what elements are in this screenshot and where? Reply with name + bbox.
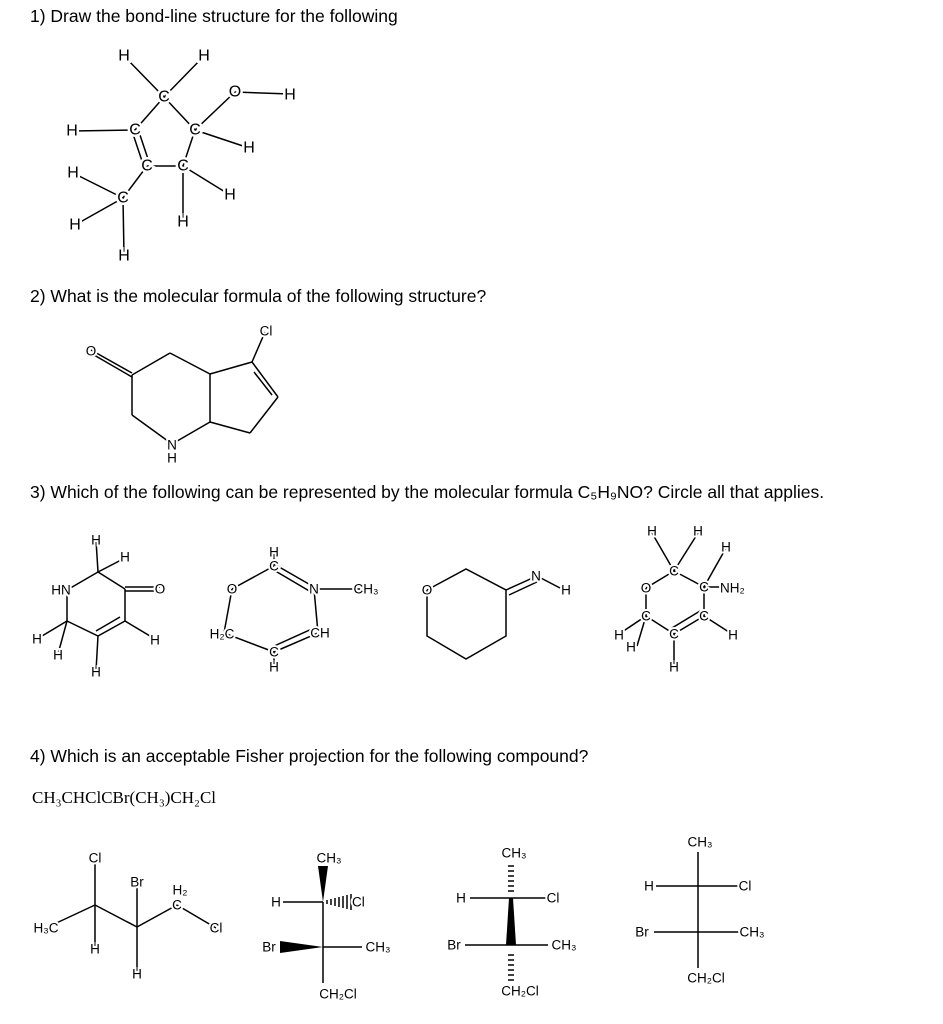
atom-label: C <box>158 88 170 106</box>
atom-label: H <box>132 966 142 982</box>
atom-label: H₃C <box>33 920 59 936</box>
atom-label: HN <box>51 582 71 598</box>
question-3-text: 3) Which of the following can be represented by the molecular formula C₅H₉NO? Circle all that applies. <box>30 482 825 502</box>
q4-option-1 <box>34 851 223 982</box>
atom-label: C <box>141 157 153 175</box>
atom-label: H <box>66 122 78 140</box>
atom-label: Br <box>262 939 276 955</box>
atom-label: C <box>269 558 279 574</box>
atom-label: O <box>85 343 97 359</box>
atom-label: CH₃ <box>501 845 527 861</box>
atom-label: N <box>531 568 541 584</box>
atom-label: CH <box>310 625 330 641</box>
atom-label: CH₂Cl <box>319 986 357 1002</box>
atom-label: H <box>91 664 101 680</box>
q3-structure-4 <box>614 524 745 675</box>
atom-label: H <box>614 627 624 643</box>
atom-label: H <box>644 878 654 894</box>
atom-label: H <box>647 523 657 539</box>
atom-label: C <box>699 579 709 595</box>
atom-label: H <box>150 632 160 648</box>
atom-label: C <box>269 644 279 660</box>
atom-label: H <box>90 941 100 957</box>
atom-label: O <box>640 580 652 596</box>
atom-label: H <box>67 164 79 182</box>
atom-label: H <box>626 639 636 655</box>
atom-label: H <box>53 647 63 663</box>
atom-label: CH₃ <box>551 937 577 953</box>
atom-label: O <box>421 582 433 598</box>
atom-label: H <box>32 631 42 647</box>
atom-label: O <box>226 581 238 597</box>
atom-label: H <box>91 532 101 548</box>
atom-label: CH₂Cl <box>687 970 725 986</box>
atom-label: C <box>641 608 651 624</box>
atom-label: CH₃ <box>739 924 765 940</box>
atom-label: H <box>271 894 281 910</box>
atom-label: H <box>284 86 296 104</box>
atom-label: H <box>224 186 236 204</box>
atom-label: H <box>728 627 738 643</box>
atom-label: Cl <box>352 894 365 910</box>
atom-label: C <box>129 121 141 139</box>
atom-label: Cl <box>88 850 102 866</box>
atom-label: Cl <box>259 323 273 339</box>
question-4-text: 4) Which is an acceptable Fisher projection for the following compound? <box>30 746 589 766</box>
q1-structure <box>66 48 296 265</box>
question-1-text: 1) Draw the bond-line structure for the following <box>30 6 398 26</box>
atom-label: H <box>669 659 679 675</box>
atom-label: C <box>117 189 129 207</box>
atom-label: C <box>669 563 679 579</box>
atom-label: CH₃ <box>316 850 342 866</box>
atom-label: H <box>120 549 130 565</box>
atom-label: C <box>189 121 201 139</box>
atom-label: H <box>69 216 81 234</box>
atom-label: Br <box>635 924 649 940</box>
atom-label: H <box>721 539 731 555</box>
atom-label: H <box>177 213 189 231</box>
atom-label: C <box>699 608 709 624</box>
atom-label: C <box>172 897 182 913</box>
question-2-text: 2) What is the molecular formula of the following structure? <box>30 286 487 306</box>
atom-label: H <box>269 659 279 675</box>
atom-label: H₂ <box>172 882 188 898</box>
atom-label: C <box>669 626 679 642</box>
atom-label: H <box>456 890 466 906</box>
atom-label: H₂C <box>209 626 235 642</box>
atom-label: CH₂Cl <box>501 983 539 999</box>
atom-label: H <box>167 450 177 466</box>
atom-label: H <box>269 544 279 560</box>
q4-option-2 <box>262 851 390 1002</box>
atom-label: Cl <box>546 890 560 906</box>
atom-label: CH₃ <box>365 939 391 955</box>
q4-option-4 <box>635 835 764 986</box>
q3-structure-1 <box>32 533 165 680</box>
atom-label: Br <box>447 937 461 953</box>
atom-label: H <box>118 47 130 65</box>
atom-label: CH₃ <box>687 834 713 850</box>
atom-label: O <box>154 581 166 597</box>
q3-structure-3 <box>422 569 571 660</box>
atom-label: H <box>118 247 130 265</box>
atom-label: C <box>177 157 189 175</box>
atom-label: Br <box>130 874 144 890</box>
atom-label: O <box>228 83 242 101</box>
atom-label: N <box>309 581 319 597</box>
q4-option-3 <box>447 846 576 999</box>
atom-label: CH₃ <box>353 581 379 597</box>
atom-label: H <box>243 139 255 157</box>
atom-label: H <box>561 582 571 598</box>
atom-label: H <box>198 47 210 65</box>
atom-label: Cl <box>209 920 223 936</box>
q2-structure <box>86 324 278 466</box>
atom-label: NH₂ <box>720 580 745 596</box>
atom-label: Cl <box>738 878 752 894</box>
atom-label: N <box>167 437 177 453</box>
q3-structure-2 <box>210 545 379 675</box>
atom-label: H <box>693 523 703 539</box>
compound-formula: CH₃CHClCBr(CH₃)CH₂Cl <box>32 788 217 807</box>
